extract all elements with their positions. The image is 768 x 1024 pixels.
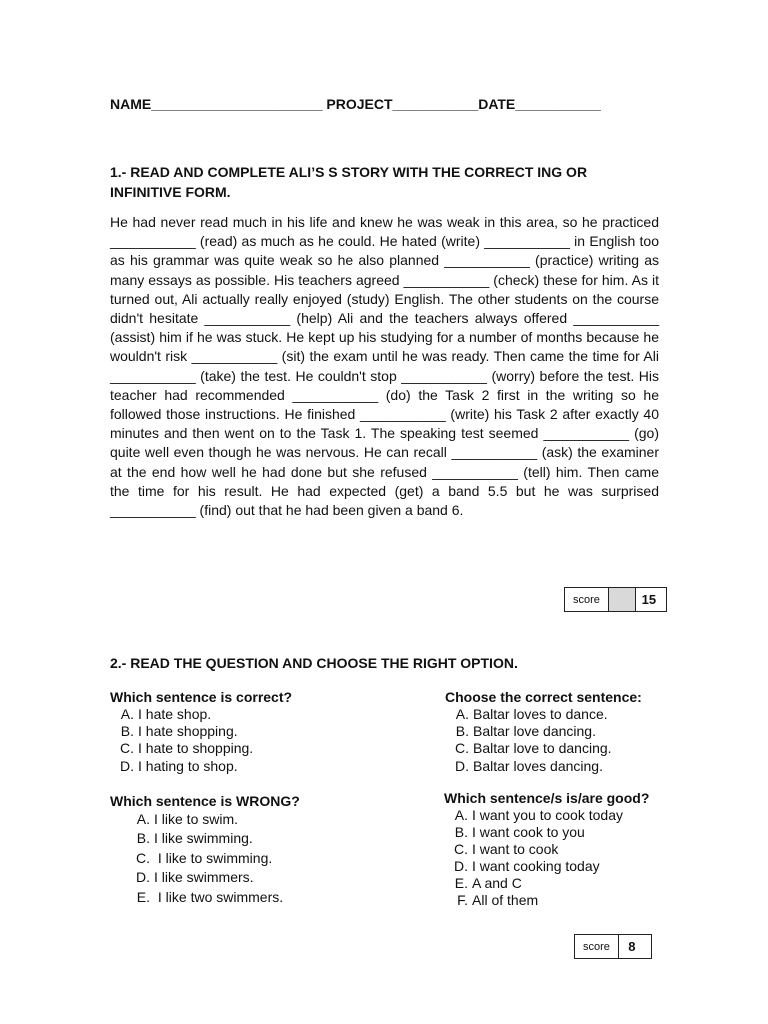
option-text: I like swimming. bbox=[154, 830, 253, 847]
question-title: Choose the correct sentence: bbox=[445, 689, 642, 705]
name-blank: ______________________ bbox=[151, 96, 323, 112]
option-item bbox=[110, 740, 292, 757]
option-text: I like to swimming. bbox=[154, 849, 273, 866]
question-block bbox=[445, 689, 642, 775]
option-item bbox=[110, 723, 292, 740]
option-item bbox=[110, 706, 292, 723]
option-letter: B. bbox=[454, 824, 468, 840]
option-letter: A. bbox=[455, 706, 469, 722]
option-item bbox=[110, 758, 292, 775]
project-blank: ___________ bbox=[392, 96, 479, 112]
section1-score-box bbox=[564, 587, 667, 612]
option-text: I like swimmers. bbox=[154, 869, 254, 886]
date-label: DATE bbox=[478, 96, 516, 112]
question-title: Which sentence is correct? bbox=[110, 689, 293, 705]
option-list bbox=[444, 807, 649, 909]
section2-title: 2.- READ THE QUESTION AND CHOOSE THE RIGHT OPTION. bbox=[110, 655, 518, 671]
option-letter: D. bbox=[120, 757, 134, 774]
section2-score-box bbox=[574, 934, 652, 959]
option-text: I want you to cook today bbox=[472, 807, 623, 823]
option-item bbox=[444, 892, 649, 909]
option-list bbox=[445, 706, 642, 775]
score-label: score bbox=[583, 940, 610, 953]
option-text: I want cooking today bbox=[472, 858, 600, 874]
date-blank: ___________ bbox=[515, 96, 601, 112]
option-letter: A. bbox=[136, 811, 150, 827]
score-points: 15 bbox=[641, 592, 657, 607]
option-list bbox=[110, 810, 300, 907]
option-letter: C. bbox=[120, 740, 134, 757]
option-item bbox=[445, 740, 642, 757]
option-letter: A. bbox=[454, 807, 468, 823]
option-letter: B. bbox=[136, 830, 150, 847]
option-item bbox=[444, 807, 649, 824]
option-letter: D. bbox=[454, 858, 468, 874]
option-letter: E. bbox=[454, 875, 468, 891]
option-item bbox=[444, 875, 649, 892]
option-text: I hating to shop. bbox=[138, 757, 238, 774]
option-item bbox=[126, 829, 300, 848]
option-letter: B. bbox=[120, 723, 134, 740]
option-text: I want cook to you bbox=[472, 824, 585, 840]
question-block bbox=[110, 793, 300, 907]
question-title: Which sentence is WRONG? bbox=[110, 793, 300, 809]
option-item bbox=[126, 868, 300, 887]
option-list bbox=[110, 706, 292, 775]
option-item bbox=[126, 849, 300, 868]
score-label: score bbox=[573, 593, 600, 606]
option-letter: F. bbox=[457, 892, 468, 908]
option-letter: D. bbox=[136, 869, 150, 886]
option-item bbox=[445, 758, 642, 775]
option-item bbox=[444, 841, 649, 858]
option-letter: C. bbox=[455, 740, 469, 757]
option-letter: C. bbox=[454, 841, 468, 857]
score-entry-cell bbox=[608, 588, 636, 611]
score-points: 8 bbox=[618, 935, 645, 958]
story-text: He had never read much in his life and knew he was weak in this area, so he practiced ___________ (read) as much as he could. He hated (write) ___________ in English too as his grammar was quite weak so he also planned ___________ (practice) writing as many essays as possible. His teachers agreed ___________ (check) these for him. As it turned out, Ali actually really enjoyed (study) English. The other students on the course didn't hesitate ___________ (help) Ali and the teachers always offered ___________ (assist) him if he was stuck. He kept up his studying for a number of months because he wouldn't risk ___________ (sit) the exam until he was ready. Then came the time for Ali ___________ (take) the test. He couldn't stop ___________ (worry) before the test. His teacher had recommended ___________ (do) the Task 2 first in the writing so he followed those instructions. He finished ___________ (write) his Task 2 after exactly 40 minutes and then went on to the Task 1. The speaking test seemed ___________ (go) quite well even though he was nervous. He can recall ___________ (ask) the examiner at the end how well he had done but she refused ___________ (tell) him. Then came the time for his result. He had expected (get) a band 5.5 but he was surprised ___________ (find) out that he had been given a band 6. bbox=[110, 214, 659, 519]
question-block bbox=[110, 689, 292, 775]
question-title: Which sentence/s is/are good? bbox=[444, 790, 650, 806]
option-letter: D. bbox=[455, 757, 469, 774]
option-item bbox=[445, 706, 642, 723]
option-text: A and C bbox=[472, 875, 522, 891]
option-letter: C. bbox=[136, 849, 150, 866]
option-text: I hate to shopping. bbox=[138, 740, 254, 757]
option-letter: E. bbox=[136, 888, 150, 905]
name-label: NAME bbox=[110, 96, 152, 112]
option-text: All of them bbox=[472, 892, 539, 908]
option-item bbox=[126, 888, 300, 907]
project-label: PROJECT bbox=[322, 96, 393, 112]
option-text: Baltar loves dancing. bbox=[473, 757, 603, 774]
option-text: I like to swim. bbox=[154, 811, 239, 827]
option-text: Baltar loves to dance. bbox=[473, 706, 608, 722]
option-text: I hate shopping. bbox=[138, 723, 238, 740]
option-letter: B. bbox=[455, 723, 469, 740]
option-text: I hate shop. bbox=[138, 706, 212, 722]
option-text: Baltar love dancing. bbox=[473, 723, 596, 740]
option-text: I like two swimmers. bbox=[154, 888, 284, 905]
option-item bbox=[444, 824, 649, 841]
section1-title: 1.- READ AND COMPLETE ALI’S S STORY WITH THE CORRECT ING OR INFINITIVE FORM. bbox=[110, 164, 588, 200]
option-item bbox=[445, 723, 642, 740]
student-info-header bbox=[110, 96, 670, 112]
option-text: I want to cook bbox=[472, 841, 559, 857]
option-item bbox=[444, 858, 649, 875]
option-text: Baltar love to dancing. bbox=[473, 740, 612, 757]
option-item bbox=[126, 810, 300, 829]
option-letter: A. bbox=[120, 706, 134, 722]
question-block bbox=[444, 790, 649, 909]
